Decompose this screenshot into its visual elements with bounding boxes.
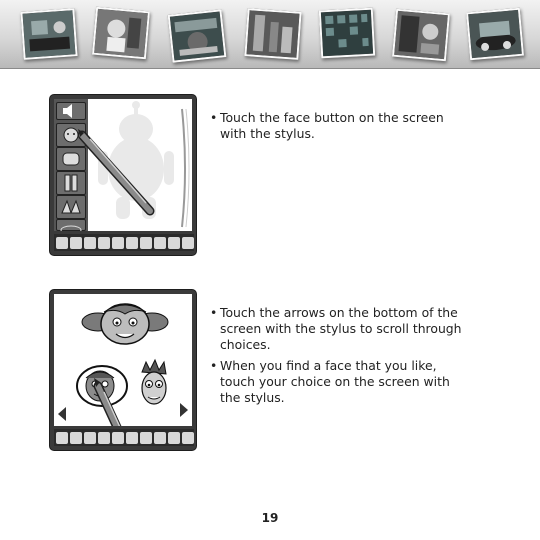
instruction-text: Touch the face button on the screen with the stylus. (220, 110, 444, 141)
toolbar-button[interactable] (140, 237, 152, 249)
scene-thumbnail-4 (244, 8, 301, 60)
toolbar-button[interactable] (154, 237, 166, 249)
toolbar-button[interactable] (70, 237, 82, 249)
stylus-icon (54, 99, 192, 231)
top-banner (0, 0, 540, 69)
scene-thumbnail-6 (392, 9, 450, 62)
scene-thumbnail-1 (20, 8, 77, 60)
toolbar-button[interactable] (182, 432, 194, 444)
bullet-dot: • (210, 305, 218, 320)
toolbar-button[interactable] (56, 432, 68, 444)
toolbar-button[interactable] (168, 432, 180, 444)
device-screen-face-choices (50, 290, 196, 450)
bullet-dot: • (210, 110, 218, 125)
instructions-block-2 (210, 305, 470, 411)
instruction-text: Touch the arrows on the bottom of the screen with the stylus to scroll through choices. (220, 305, 462, 352)
scene-thumbnail-3 (168, 9, 227, 62)
toolbar-button[interactable] (98, 432, 110, 444)
toolbar-button[interactable] (126, 432, 138, 444)
device-screen-face-menu (50, 95, 196, 255)
toolbar-button[interactable] (84, 432, 96, 444)
instruction-text: When you find a face that you like, touch your choice on the screen with the stylus. (220, 358, 450, 405)
scene-thumbnail-5 (319, 8, 375, 59)
toolbar-button[interactable] (126, 237, 138, 249)
face-menu-screen (54, 99, 192, 231)
instruction-bullet (210, 358, 470, 406)
toolbar-button[interactable] (168, 237, 180, 249)
stylus-icon (54, 294, 192, 426)
page-number: 19 (261, 511, 279, 525)
toolbar-button[interactable] (112, 237, 124, 249)
toolbar-button[interactable] (98, 237, 110, 249)
scene-thumbnail-2 (92, 7, 150, 60)
bullet-dot: • (210, 358, 218, 373)
toolbar-button[interactable] (70, 432, 82, 444)
bottom-toolbar (54, 429, 194, 446)
toolbar-button[interactable] (56, 237, 68, 249)
face-choices-screen (54, 294, 192, 426)
instruction-bullet (210, 305, 470, 353)
toolbar-button[interactable] (140, 432, 152, 444)
toolbar-button[interactable] (154, 432, 166, 444)
bottom-toolbar (54, 234, 194, 251)
toolbar-button[interactable] (84, 237, 96, 249)
toolbar-button[interactable] (112, 432, 124, 444)
toolbar-button[interactable] (182, 237, 194, 249)
scene-thumbnail-7 (466, 8, 524, 61)
instruction-bullet (210, 110, 470, 142)
instructions-block-1 (210, 110, 470, 147)
